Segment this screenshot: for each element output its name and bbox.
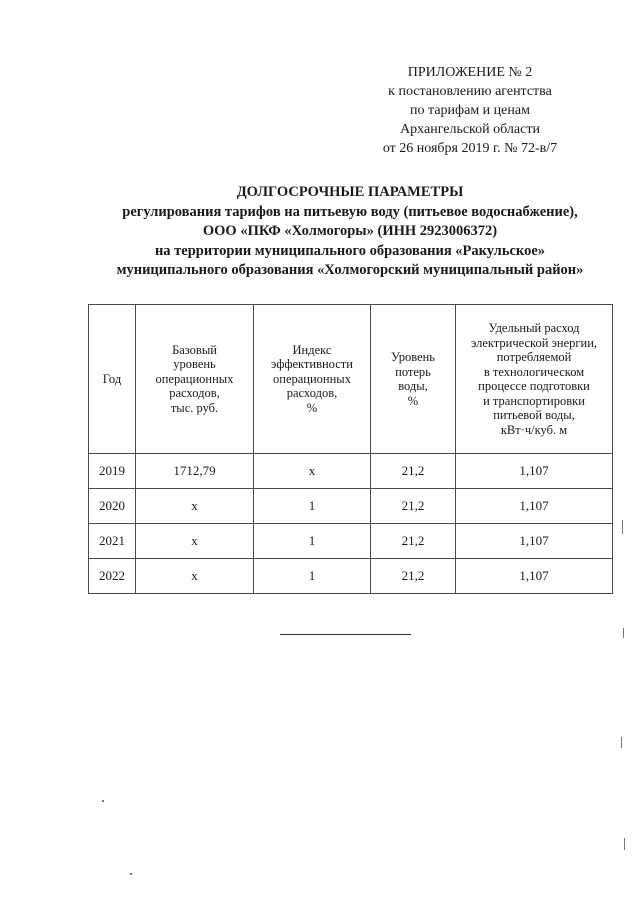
cell-base-cost: x <box>136 524 254 559</box>
appendix-line: к постановлению агентства <box>388 84 552 99</box>
table-row <box>89 559 613 594</box>
appendix-header <box>0 63 640 158</box>
cell-water-loss: 21,2 <box>371 489 456 524</box>
cell-base-cost: x <box>136 559 254 594</box>
header-text-line: операционных <box>155 371 234 386</box>
appendix-line: по тарифам и ценам <box>410 103 530 118</box>
cell-water-loss: 21,2 <box>371 559 456 594</box>
cell-base-cost: x <box>136 489 254 524</box>
scan-mark <box>622 520 623 534</box>
scan-mark <box>130 873 132 875</box>
title-line: на территории муниципального образования «Ракульское» <box>154 242 546 259</box>
scan-mark <box>624 838 625 850</box>
header-text-line: тыс. руб. <box>170 400 219 415</box>
header-text-line: операционных <box>273 371 351 386</box>
cell-energy-consumption: 1,107 <box>456 454 613 489</box>
table-header-row <box>89 305 613 454</box>
header-text-line: питьевой воды, <box>493 408 575 422</box>
scan-mark <box>621 737 622 748</box>
cell-energy-consumption: 1,107 <box>456 489 613 524</box>
header-text-line: процессе подготовки <box>478 379 590 393</box>
cell-year: 2020 <box>89 489 136 524</box>
cell-energy-consumption: 1,107 <box>456 524 613 559</box>
cell-efficiency-index: x <box>254 454 371 489</box>
header-water-loss <box>371 305 456 454</box>
header-text-line: в технологическом <box>483 364 585 379</box>
appendix-line: Архангельской области <box>400 122 540 137</box>
title-line: муниципального образования «Холмогорский муниципальный район» <box>116 262 584 278</box>
header-energy-consumption <box>456 305 613 454</box>
header-text-line: эффективности <box>271 357 353 372</box>
cell-year: 2021 <box>89 524 136 559</box>
cell-year: 2022 <box>89 559 136 594</box>
header-text-line: кВт·ч/куб. м <box>500 422 568 437</box>
header-text-line: % <box>306 400 318 415</box>
table-row <box>89 454 613 489</box>
scan-mark <box>102 800 104 802</box>
cell-efficiency-index: 1 <box>254 559 371 594</box>
scan-mark <box>623 628 624 638</box>
header-text-line: Удельный расход <box>488 321 580 335</box>
title-line: регулирования тарифов на питьевую воду (питьевое водоснабжение), <box>122 203 578 220</box>
title-line: ООО «ПКФ «Холмогоры» (ИНН 2923006372) <box>202 223 498 239</box>
header-efficiency-index <box>254 305 371 454</box>
header-text-line: воды, <box>398 379 428 393</box>
header-text-line: электрической энергии, <box>470 335 598 350</box>
table-row <box>89 524 613 559</box>
table-row <box>89 489 613 524</box>
header-text-line: % <box>407 393 419 408</box>
header-text-line: Базовый <box>172 342 217 357</box>
document-title <box>60 183 640 281</box>
header-text-line: уровень <box>173 357 216 372</box>
appendix-date-line: от 26 ноября 2019 г. № 72-в/7 <box>382 141 558 156</box>
header-text-line: и транспортировки <box>483 393 585 408</box>
parameters-table <box>88 304 613 594</box>
appendix-title: ПРИЛОЖЕНИЕ № 2 <box>407 65 533 80</box>
cell-efficiency-index: 1 <box>254 489 371 524</box>
closing-divider <box>280 634 411 635</box>
header-text-line: Уровень <box>390 350 436 364</box>
cell-year: 2019 <box>89 454 136 489</box>
header-text-line: расходов, <box>286 386 338 401</box>
header-text-line: Индекс <box>292 342 332 357</box>
header-text-line: Год <box>102 371 122 386</box>
cell-efficiency-index: 1 <box>254 524 371 559</box>
cell-water-loss: 21,2 <box>371 454 456 489</box>
cell-base-cost: 1712,79 <box>136 454 254 489</box>
header-text-line: потребляемой <box>496 350 572 364</box>
header-year <box>89 305 136 454</box>
header-text-line: расходов, <box>169 386 220 401</box>
cell-energy-consumption: 1,107 <box>456 559 613 594</box>
header-base-cost <box>136 305 254 454</box>
cell-water-loss: 21,2 <box>371 524 456 559</box>
title-line: ДОЛГОСРОЧНЫЕ ПАРАМЕТРЫ <box>236 184 464 200</box>
header-text-line: потерь <box>395 364 431 379</box>
